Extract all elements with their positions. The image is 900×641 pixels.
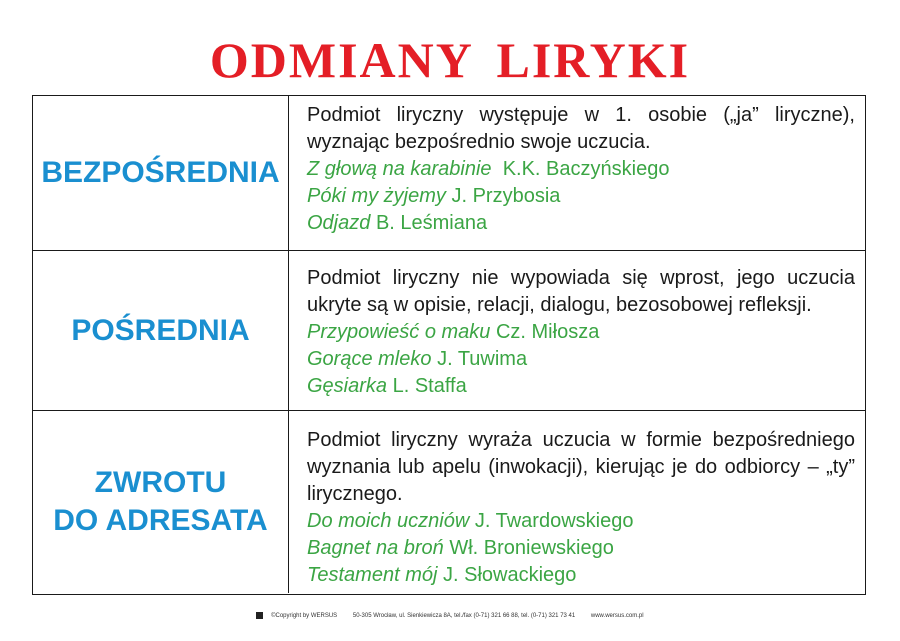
work-author: J. Twardowskiego: [474, 510, 634, 532]
publisher-logo-icon: [256, 612, 263, 619]
copyright-text: ©Copyright by WERSUS: [271, 613, 338, 620]
work-title: Gęsiarka: [307, 375, 388, 397]
definition-text: Podmiot liryczny wyraża uczucia w formie bezpośredniego wyznania lub apelu (inwokacji), kierując je do odbiorcy – „ty” lirycznego.: [307, 429, 855, 505]
example-item: [307, 535, 855, 562]
work-author: Wł. Broniewskiego: [449, 537, 614, 559]
work-author: B. Leśmiana: [375, 212, 488, 234]
category-label: DO ADRESATA: [53, 504, 268, 537]
publisher-footer: [0, 612, 900, 620]
table-row: [33, 411, 865, 593]
work-title: Odjazd: [307, 212, 371, 234]
category-label: POŚREDNIA: [71, 313, 250, 347]
description-cell: [307, 96, 855, 250]
work-author: J. Słowackiego: [443, 564, 577, 586]
table-row: [33, 96, 865, 251]
work-title: Do moich uczniów: [307, 510, 470, 532]
work-title: Gorące mleko: [307, 348, 432, 370]
example-item: [307, 210, 855, 237]
lyric-types-table: [32, 95, 866, 595]
website-link[interactable]: www.wersus.com.pl: [590, 613, 644, 620]
example-item: [307, 183, 855, 210]
category-cell: [33, 251, 289, 410]
definition-text: Podmiot liryczny występuje w 1. osobie („ja” liryczne), wyznając bezpośrednio swoje uczucia.: [307, 104, 855, 153]
work-author: Cz. Miłosza: [495, 321, 600, 343]
example-item: [307, 508, 855, 535]
work-author: J. Tuwima: [437, 348, 528, 370]
example-item: [307, 346, 855, 373]
example-item: [307, 319, 855, 346]
work-title: Przypowieść o maku: [307, 321, 491, 343]
category-cell: [33, 96, 289, 250]
work-title: Póki my żyjemy: [307, 185, 446, 207]
address-text: 50-305 Wrocław, ul. Sienkiewicza 8A, tel./fax (0-71) 321 66 88, tel. (0-71) 321 73 41: [352, 613, 576, 620]
page-title: ODMIANY LIRYKI: [209, 32, 691, 88]
definition-text: Podmiot liryczny nie wypowiada się wprost, jego uczucia ukryte są w opisie, relacji, dialogu, bezosobowej refleksji.: [307, 267, 855, 316]
table-row: [33, 251, 865, 411]
work-title: Bagnet na broń: [307, 537, 444, 559]
work-title: Testament mój: [307, 564, 438, 586]
work-title: Z głową na karabinie: [307, 158, 492, 180]
category-cell: [33, 411, 289, 593]
work-author: J. Przybosia: [451, 185, 561, 207]
category-label: BEZPOŚREDNIA: [41, 156, 280, 189]
example-item: [307, 562, 855, 589]
example-item: [307, 156, 855, 183]
description-cell: [307, 251, 855, 410]
example-item: [307, 373, 855, 400]
work-author: L. Staffa: [392, 375, 467, 397]
category-label: ZWROTU: [94, 466, 227, 499]
description-cell: [307, 411, 855, 593]
work-author: K.K. Baczyńskiego: [502, 158, 670, 180]
